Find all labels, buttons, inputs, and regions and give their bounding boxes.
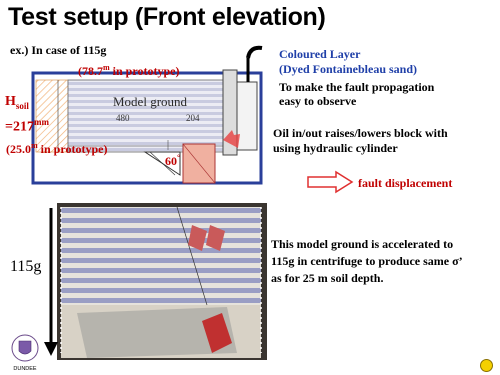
coloured-layer-title: Coloured Layer — [279, 47, 361, 61]
prototype-bottom-rest: in prototype) — [37, 142, 108, 156]
hsoil-sub: soil — [15, 100, 29, 111]
university-crest-logo — [5, 333, 45, 373]
next-slide-button[interactable] — [480, 359, 493, 372]
oil-note — [273, 126, 448, 156]
propagation-note-line2: easy to observe — [279, 94, 357, 108]
acceleration-note-line2: 115g in centrifuge to produce same σ’ — [271, 254, 463, 268]
oil-note-line2: using hydraulic cylinder — [273, 141, 398, 155]
fault-displacement-arrow-icon — [306, 170, 354, 194]
hsoil-h: H — [5, 94, 16, 109]
prototype-bottom-main: (25.0 — [6, 142, 31, 156]
coloured-layer-detail: (Dyed Fontainebleau sand) — [279, 62, 418, 76]
propagation-note — [279, 80, 434, 108]
angle-value: 60 — [165, 154, 177, 168]
university-name: DUNDEE — [13, 366, 37, 372]
angle-unit: ° — [177, 153, 181, 162]
model-photo — [57, 203, 267, 360]
propagation-note-line1: To make the fault propagation — [279, 80, 435, 94]
angle-label — [165, 153, 180, 169]
gravity-label: 115g — [10, 258, 42, 275]
prototype-bottom-sup: m — [31, 141, 38, 150]
case-label: ex.) In case of 115g — [10, 43, 107, 57]
dimension-480: 480 — [116, 113, 130, 123]
hsoil-unit: mm — [33, 116, 49, 127]
acceleration-note-line1: This model ground is accelerated to — [271, 237, 454, 251]
prototype-top-rest: in prototype) — [109, 64, 180, 78]
hsoil-value: =217 — [5, 119, 34, 135]
prototype-top-sup: m — [103, 63, 110, 72]
acceleration-note-line3: as for 25 m soil depth. — [271, 271, 384, 285]
hsoil-label — [5, 94, 49, 135]
oil-pipe — [248, 48, 262, 58]
prototype-top-main: (78.7 — [78, 64, 103, 78]
acceleration-note — [271, 236, 463, 287]
photo-sand-layers — [61, 207, 261, 305]
coloured-layer-label — [279, 47, 417, 77]
prototype-bottom-label — [6, 141, 107, 157]
slide-title: Test setup (Front elevation) — [8, 3, 326, 31]
fault-displacement-label: fault displacement — [358, 176, 453, 190]
dimension-204: 204 — [186, 113, 200, 123]
gravity-arrow-icon — [44, 208, 58, 358]
actuator-box — [237, 82, 257, 150]
prototype-top-label — [78, 63, 179, 79]
oil-note-line1: Oil in/out raises/lowers block with — [273, 126, 448, 140]
model-ground-label: Model ground — [113, 94, 188, 109]
